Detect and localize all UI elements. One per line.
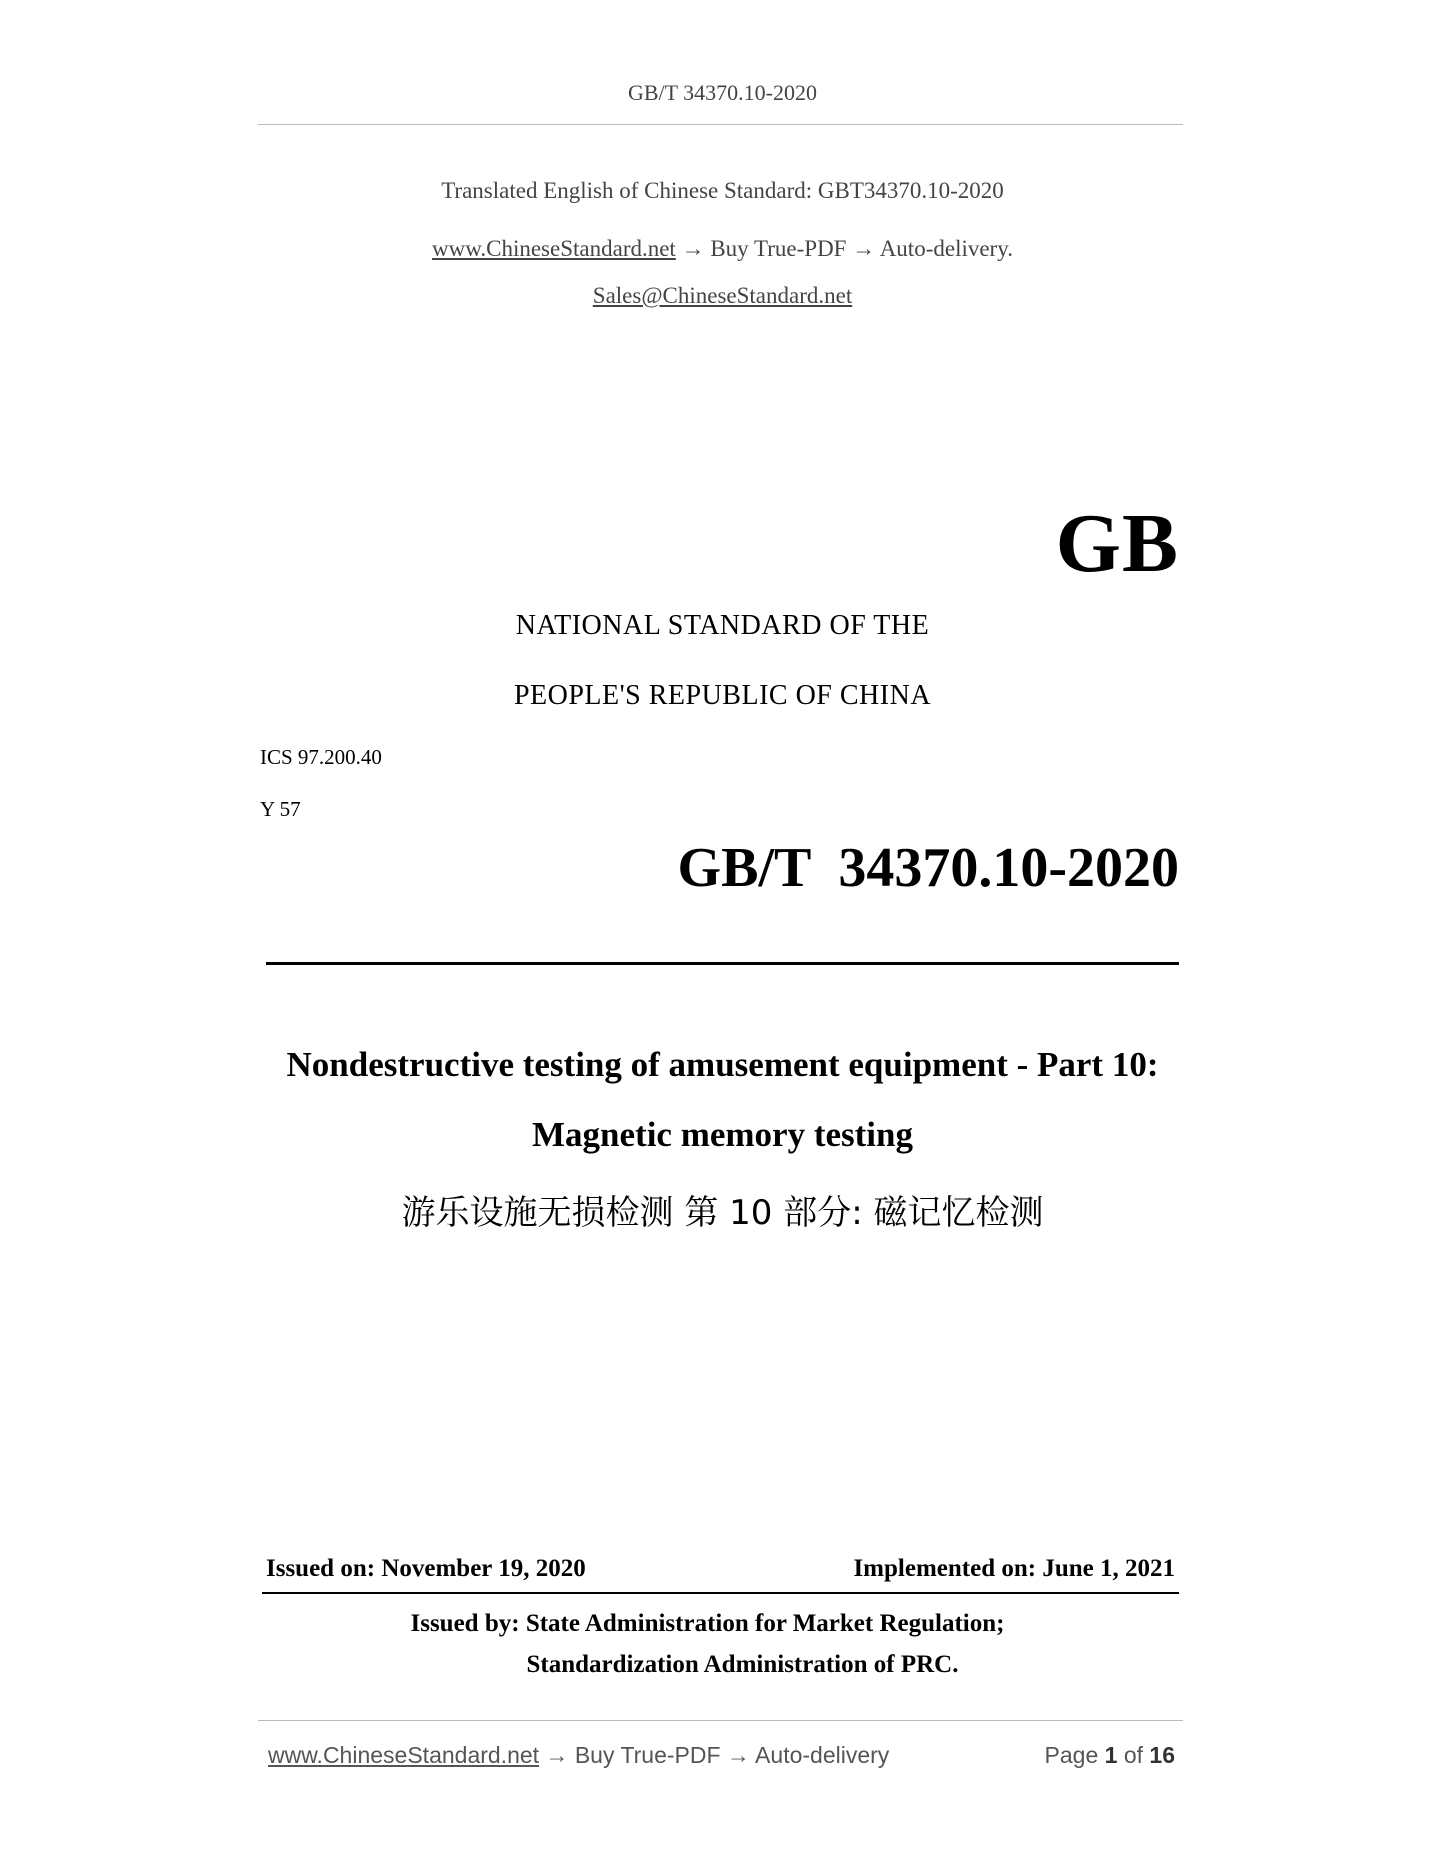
footer-promo (268, 1742, 889, 1769)
title-english-line2: Magnetic memory testing (532, 1115, 913, 1154)
header-divider (258, 124, 1183, 125)
issue-divider (262, 1592, 1179, 1594)
issued-by-line1: Issued by: State Administration for Market Regulation; (410, 1610, 1005, 1637)
footer-buy-text: → Buy True-PDF → Auto-delivery (539, 1742, 890, 1768)
promo-line (0, 236, 1445, 262)
page-total: 16 (1149, 1742, 1175, 1768)
title-chinese: 游乐设施无损检测 第 10 部分: 磁记忆检测 (401, 1193, 1044, 1233)
classification-code: Y 57 (260, 797, 301, 821)
gb-logo: GB (1055, 497, 1179, 590)
issued-by-line2: Standardization Administration of PRC. (526, 1651, 959, 1678)
buy-text: → Buy True-PDF → Auto-delivery. (675, 236, 1013, 261)
translated-notice: Translated English of Chinese Standard: GBT34370.10-2020 (441, 178, 1004, 203)
title-divider (266, 962, 1179, 965)
national-standard-line2: PEOPLE'S REPUBLIC OF CHINA (513, 680, 932, 711)
title-english-line1: Nondestructive testing of amusement equipment - Part 10: (286, 1045, 1159, 1084)
site-link[interactable]: www.ChineseStandard.net (432, 236, 676, 261)
sales-line (0, 283, 1445, 309)
implemented-on-date: Implemented on: June 1, 2021 (853, 1555, 1175, 1582)
issued-on-date: Issued on: November 19, 2020 (266, 1555, 586, 1582)
page-indicator (1045, 1742, 1175, 1769)
footer-divider (258, 1720, 1183, 1721)
sales-email-link[interactable]: Sales@ChineseStandard.net (592, 283, 853, 308)
running-header: GB/T 34370.10-2020 (627, 80, 818, 105)
page-label: Page (1044, 1742, 1099, 1768)
footer-site-link[interactable]: www.ChineseStandard.net (268, 1742, 540, 1768)
ics-code: ICS 97.200.40 (260, 745, 382, 769)
page-current: 1 (1104, 1742, 1118, 1768)
page-of: of (1123, 1742, 1144, 1768)
standard-number: GB/T 34370.10-2020 (677, 837, 1179, 899)
national-standard-line1: NATIONAL STANDARD OF THE (515, 610, 930, 641)
